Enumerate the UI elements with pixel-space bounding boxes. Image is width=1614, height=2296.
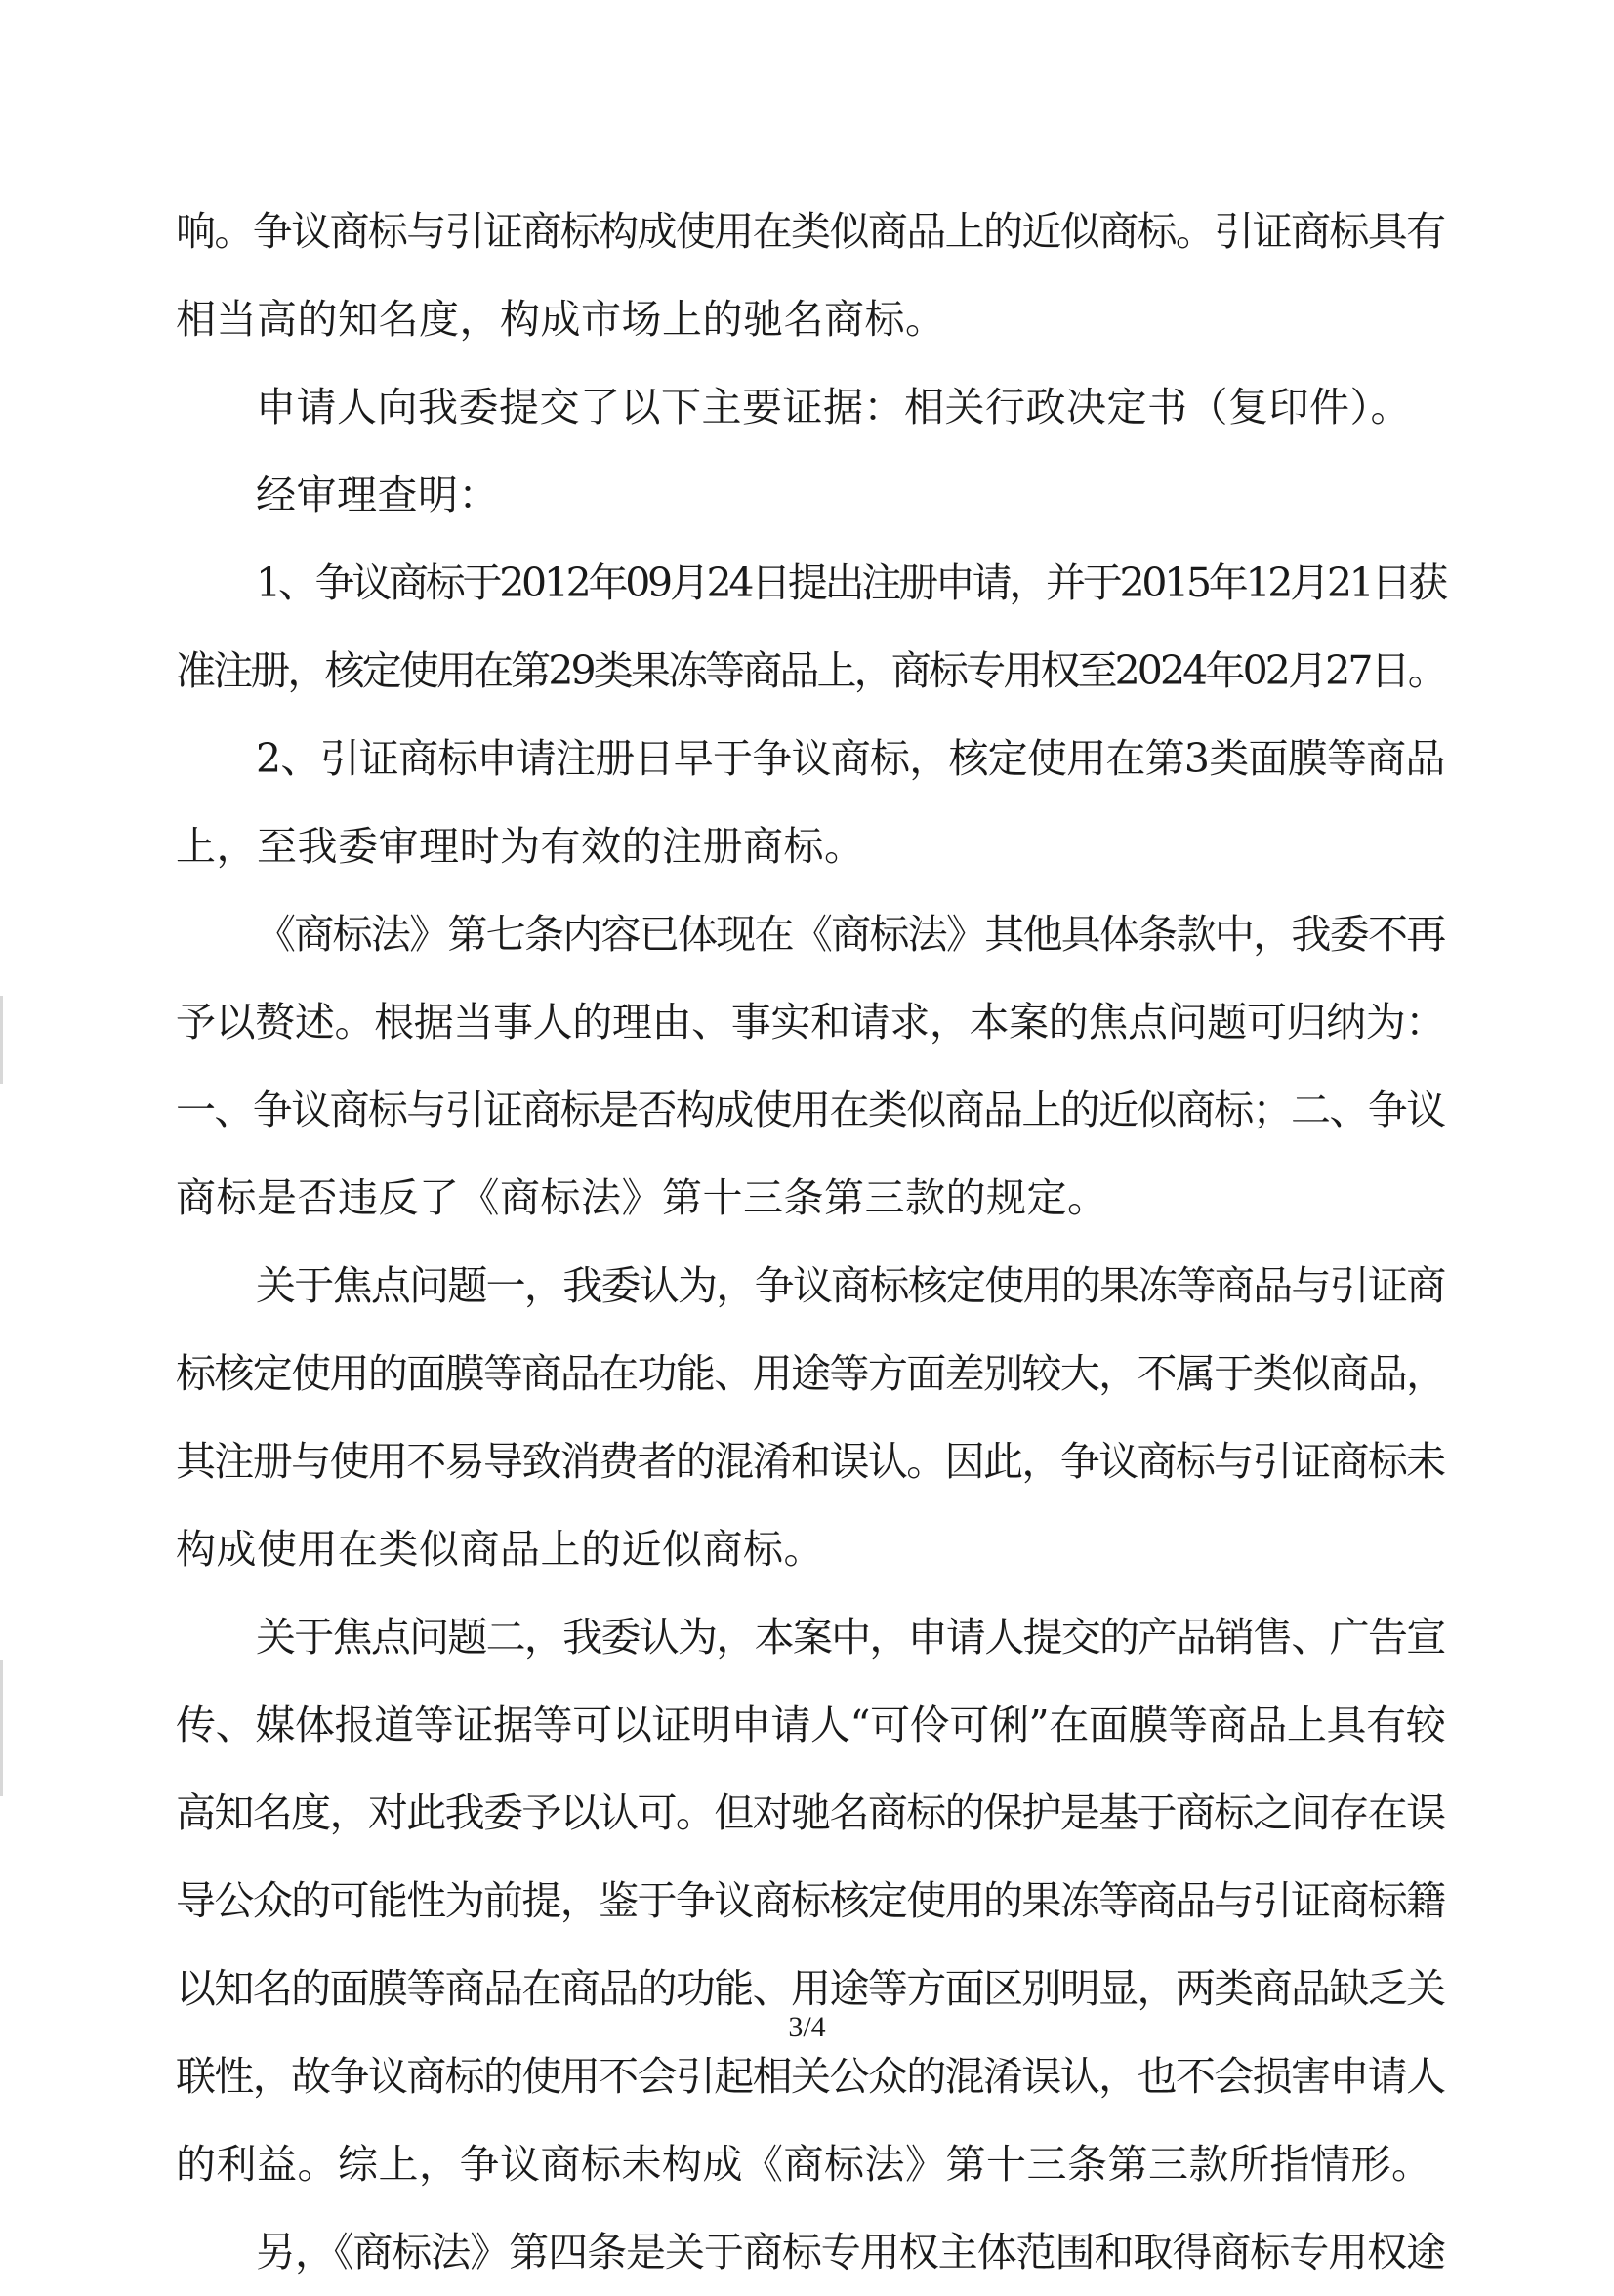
page-number: 3/4 [788,2011,826,2043]
text-line: 传、媒体报道等证据等可以证明申请人“可伶可俐”在面膜等商品上具有较 [176,1702,1446,1748]
scan-edge-mark [0,996,3,1084]
scan-edge-mark [0,1660,3,1796]
text-line: 关于焦点问题一，我委认为，争议商标核定使用的果冻等商品与引证商 [256,1262,1445,1309]
text-line: 《商标法》第七条内容已体现在《商标法》其他具体条款中，我委不再 [256,911,1445,958]
text-line: 联性，故争议商标的使用不会引起相关公众的混淆误认，也不会损害申请人 [176,2053,1445,2100]
text-line: 构成使用在类似商品上的近似商标。 [176,1526,824,1573]
text-line: 其注册与使用不易导致消费者的混淆和误认。因此，争议商标与引证商标未 [176,1438,1445,1485]
text-line: 另，《商标法》第四条是关于商标专用权主体范围和取得商标专用权途 [256,2229,1445,2276]
text-line: 高知名度，对此我委予以认可。但对驰名商标的保护是基于商标之间存在误 [176,1789,1445,1836]
text-line: 准注册，核定使用在第29类果冻等商品上，商标专用权至2024年02月27日。 [176,647,1445,694]
text-line: 的利益。综上，争议商标未构成《商标法》第十三条第三款所指情形。 [176,2141,1432,2188]
text-line: 标核定使用的面膜等商品在功能、用途等方面差别较大，不属于类似商品， [176,1350,1445,1397]
document-body [176,187,1445,2296]
text-line: 予以赘述。根据当事人的理由、事实和请求，本案的焦点问题可归纳为： [176,999,1445,1046]
text-line: 以知名的面膜等商品在商品的功能、用途等方面区别明显，两类商品缺乏关 [176,1965,1445,2012]
text-line: 商标是否违反了《商标法》第十三条第三款的规定。 [176,1174,1108,1221]
text-line: 响。争议商标与引证商标构成使用在类似商品上的近似商标。引证商标具有 [176,208,1445,255]
text-line: 相当高的知名度，构成市场上的驰名商标。 [176,296,946,343]
text-line: 经审理查明： [256,472,499,518]
text-line: 1、争议商标于2012年09月24日提出注册申请，并于2015年12月21日获 [256,559,1445,606]
text-line: 上，至我委审理时为有效的注册商标。 [176,823,865,870]
text-line: 关于焦点问题二，我委认为，本案中，申请人提交的产品销售、广告宣 [256,1614,1445,1660]
text-line: 申请人向我委提交了以下主要证据：相关行政决定书（复印件）。 [256,384,1411,430]
text-line: 2、引证商标申请注册日早于争议商标，核定使用在第3类面膜等商品 [256,735,1445,782]
text-line: 一、争议商标与引证商标是否构成使用在类似商品上的近似商标；二、争议 [176,1086,1445,1133]
text-line: 导公众的可能性为前提，鉴于争议商标核定使用的果冻等商品与引证商标籍 [176,1877,1445,1924]
